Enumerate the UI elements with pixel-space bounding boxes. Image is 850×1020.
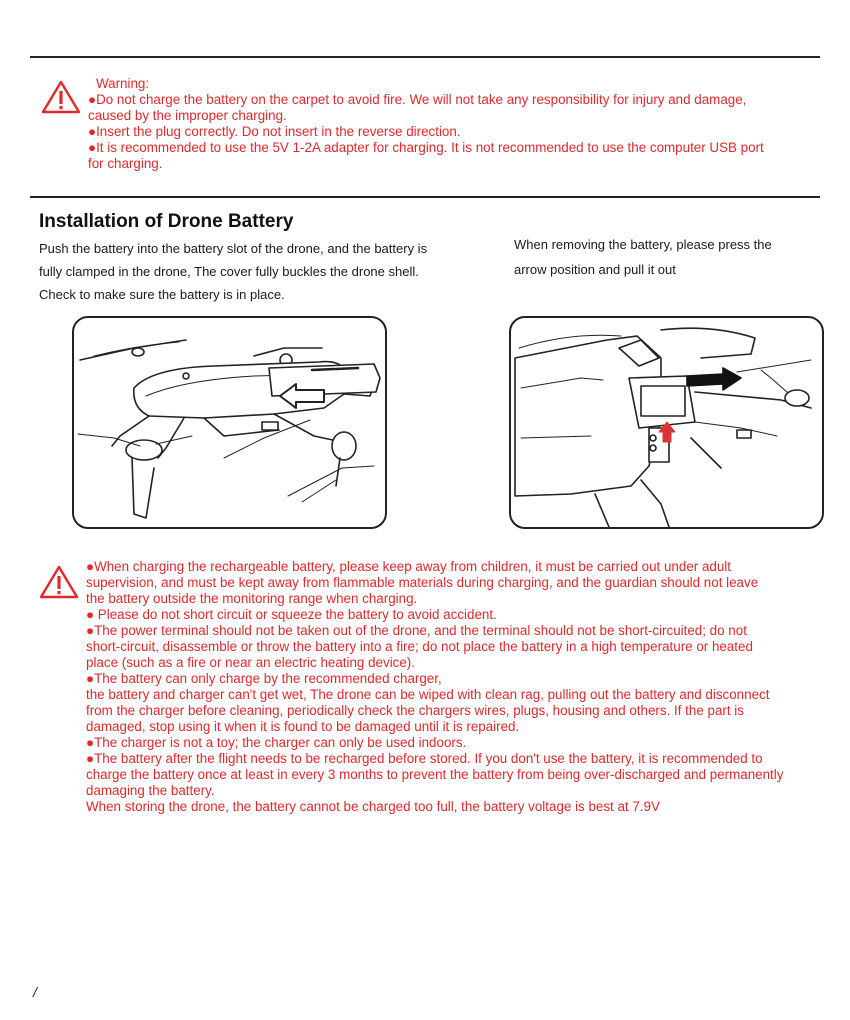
battery-insert-illustration [72, 316, 387, 529]
section-title: Installation of Drone Battery [39, 211, 294, 232]
install-line: fully clamped in the drone, The cover fully buckles the drone shell. [39, 264, 419, 279]
warning-heading: Warning: [96, 76, 150, 91]
removal-line: When removing the battery, please press the [514, 237, 772, 252]
warning-line: caused by the improper charging. [88, 108, 287, 123]
warning-line: ●The battery can only charge by the recommended charger, [86, 671, 442, 686]
top-divider [30, 56, 820, 58]
warning-line: for charging. [88, 156, 163, 171]
warning-line: the battery and charger can't get wet, The drone can be wiped with clean rag, pulling out the battery and disconnect [86, 687, 770, 702]
section-divider [30, 196, 820, 198]
removal-line: arrow position and pull it out [514, 262, 676, 277]
removal-instructions [514, 232, 814, 282]
page-mark: / [33, 984, 37, 1000]
warning-line: ●The charger is not a toy; the charger can only be used indoors. [86, 735, 467, 750]
warning-line: ●Do not charge the battery on the carpet to avoid fire. We will not take any responsibility for injury and damage, [88, 92, 747, 107]
warning-line: ●Insert the plug correctly. Do not insert in the reverse direction. [88, 124, 461, 139]
warning-line: ●It is recommended to use the 5V 1-2A adapter for charging. It is not recommended to use the computer USB port [88, 140, 764, 155]
warning-line: supervision, and must be kept away from flammable materials during charging, and the guardian should not leave [86, 575, 759, 590]
warning-triangle-icon [41, 80, 81, 114]
warning-triangle-icon [39, 565, 79, 599]
warning-line: ● Please do not short circuit or squeeze the battery to avoid accident. [86, 607, 497, 622]
warning-top-block [88, 76, 833, 172]
battery-remove-illustration [509, 316, 824, 529]
warning-line: ●The battery after the flight needs to be recharged before stored. If you don't use the battery, it is recommended to [86, 751, 763, 766]
warning-line: charge the battery once at least in every 3 months to prevent the battery from being over-discharged and permanently [86, 767, 784, 782]
warning-line: When storing the drone, the battery cannot be charged too full, the battery voltage is best at 7.9V [86, 799, 660, 814]
warning-line: damaging the battery. [86, 783, 215, 798]
warning-line: short-circuit, disassemble or throw the battery into a fire; do not place the battery in a high temperature or heated [86, 639, 753, 654]
warning-line: from the charger before cleaning, periodically check the chargers wires, plugs, housing and others. If the part is [86, 703, 744, 718]
warning-line: the battery outside the monitoring range when charging. [86, 591, 418, 606]
warning-line: ●When charging the rechargeable battery, please keep away from children, it must be carried out under adult [86, 559, 731, 574]
install-line: Push the battery into the battery slot of the drone, and the battery is [39, 241, 428, 256]
warning-line: place (such as a fire or near an electric heating device). [86, 655, 415, 670]
warning-bottom-block [86, 559, 831, 815]
install-instructions [39, 237, 479, 306]
install-line: Check to make sure the battery is in place. [39, 287, 285, 302]
warning-line: ●The power terminal should not be taken out of the drone, and the terminal should not be short-circuited; do not [86, 623, 747, 638]
warning-line: damaged, stop using it when it is found to be damaged until it is repaired. [86, 719, 520, 734]
